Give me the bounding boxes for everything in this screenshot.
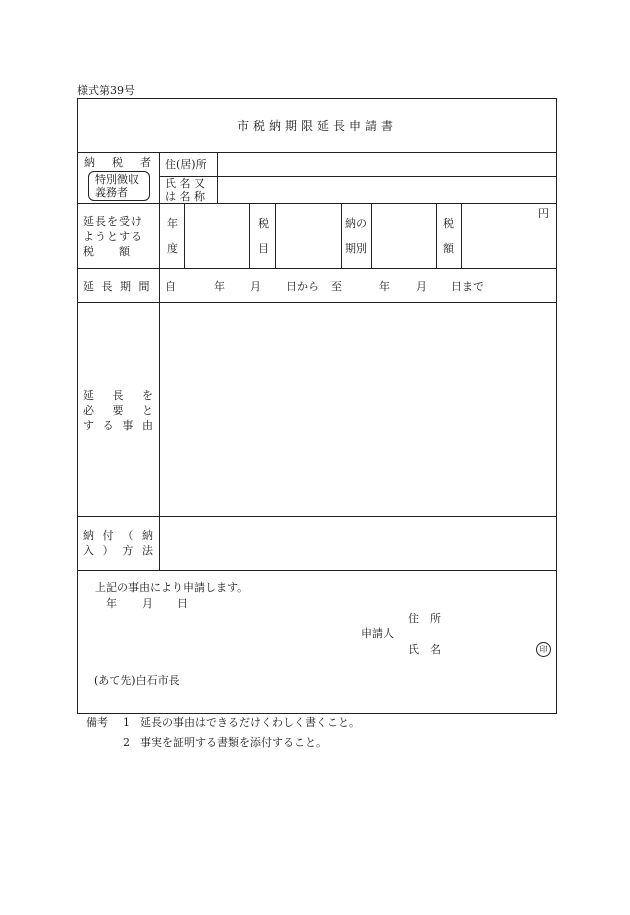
tax-row-label-line3: 税 額 [83,245,131,258]
reason-label-line2: 必 要 と [83,404,153,417]
tax-row-label-line2: ようとする [83,230,143,243]
form-title: 市税納期限延長申請書 [236,119,397,133]
period-label-1: 納の [345,217,367,230]
note-2-text: 事実を証明する書類を添付すること。 [140,736,327,749]
taxpayer-label: 納 税 者 [84,156,154,169]
form-number: 様式第39号 [77,84,135,97]
note-1-text: 延長の事由はできるだけくわしく書くこと。 [140,716,360,729]
applicant-label: 申請人 [361,627,394,640]
notes-label: 備考 [86,716,108,729]
reason-label-line1: 延 長 を [83,389,153,402]
year-label-2: 度 [167,242,178,255]
amount-label-1: 税 [443,217,454,230]
note-1-number: 1 [123,716,130,729]
applicant-name-label: 氏 名 [408,643,441,656]
reason-label-line3: す る 事 由 [83,419,153,432]
yen-unit: 円 [538,207,549,220]
obligor-label: 義務者 [95,186,128,199]
addressee: (あて先)白石市長 [94,674,180,687]
tax-item-label-1: 税 [258,217,269,230]
period-to: 至 [331,280,342,293]
name-label-line2: は 名 称 [165,190,205,203]
year-label-1: 年 [167,217,178,230]
period-label-2: 期別 [345,242,367,255]
applicant-address-label: 住 所 [408,612,441,625]
note-2-number: 2 [123,736,130,749]
declaration-month: 月 [142,597,153,610]
amount-label-2: 額 [443,242,454,255]
tax-item-label-2: 目 [258,242,269,255]
period-from: 自 [165,280,176,293]
declaration-text: 上記の事由により申請します。 [95,581,249,594]
tax-row-label-line1: 延長を受け [83,215,143,228]
declaration-day: 日 [177,597,188,610]
seal-mark: 印 [536,642,551,657]
payment-label-line1: 納 付 （ 納 [83,529,153,542]
name-label-line1: 氏 名 又 [165,177,205,190]
period-to-day: 日まで [451,280,484,293]
period-from-month: 月 [250,280,261,293]
declaration-year: 年 [106,597,117,610]
payment-label-line2: 入 ） 方 法 [83,544,153,557]
period-from-day: 日から [286,280,319,293]
period-row-label: 延 長 期 間 [83,280,152,293]
period-to-month: 月 [416,280,427,293]
period-to-year: 年 [379,280,390,293]
address-label: 住(居)所 [165,158,207,171]
period-from-year: 年 [214,280,225,293]
special-collection-label: 特別徴収 [95,173,139,186]
